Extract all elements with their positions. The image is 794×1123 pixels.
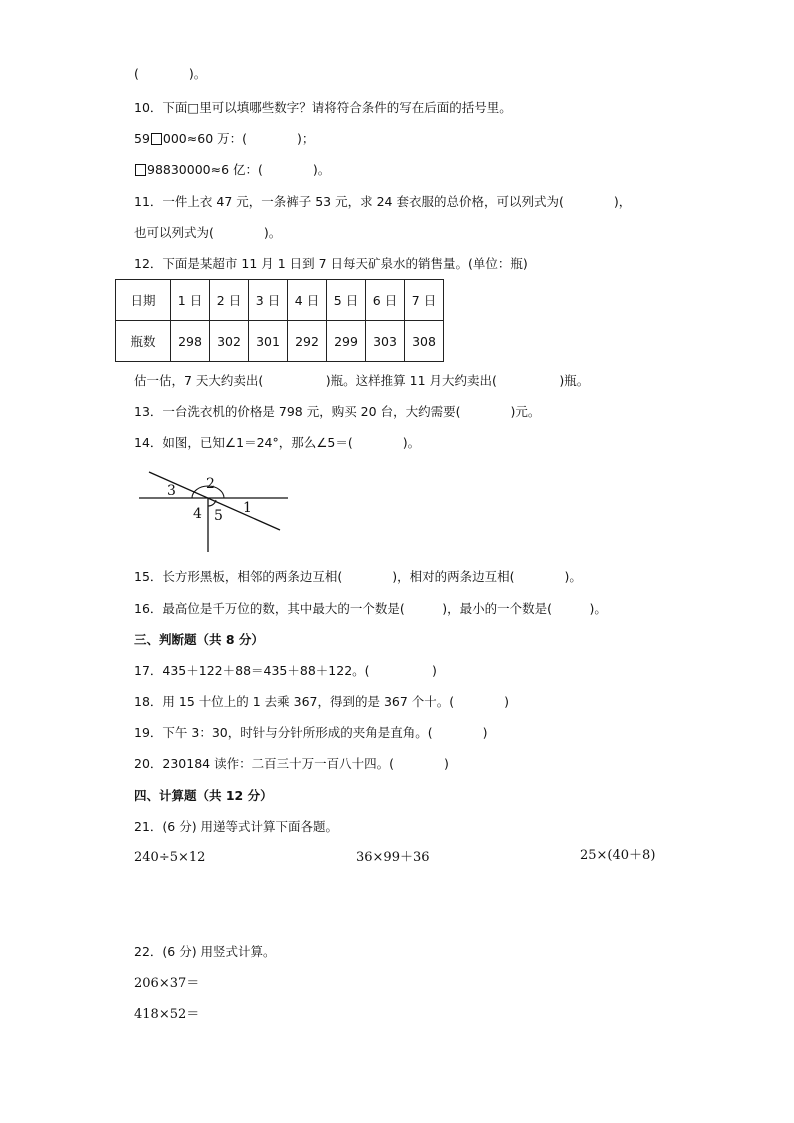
- angle-label: 5: [214, 508, 223, 524]
- question-19: 19．下午 3：30，时针与分针所形成的夹角是直角。( ): [134, 725, 488, 740]
- q9-tail: ( )。: [134, 66, 207, 81]
- angle-label: 1: [243, 500, 252, 516]
- sales-table: [115, 279, 444, 362]
- question-10: 10．下面□里可以填哪些数字？请将符合条件的写在后面的括号里。: [134, 100, 512, 115]
- question-10a: [134, 131, 314, 147]
- question-15: 15．长方形黑板，相邻的两条边互相( )，相对的两条边互相( )。: [134, 569, 582, 584]
- table-cell: 303: [366, 321, 405, 362]
- question-14: 14．如图，已知∠1＝24°，那么∠5＝( )。: [134, 435, 421, 450]
- table-cell: 292: [288, 321, 327, 362]
- question-16: 16．最高位是千万位的数，其中最大的一个数是( )，最小的一个数是( )。: [134, 601, 607, 616]
- question-12-estimate: 估一估，7 天大约卖出( )瓶。这样推算 11 月大约卖出( )瓶。: [134, 373, 590, 388]
- table-cell: 瓶数: [116, 321, 171, 362]
- table-cell: 3 日: [249, 280, 288, 321]
- table-cell: 2 日: [210, 280, 249, 321]
- angle-label: 3: [167, 483, 176, 499]
- vertical-calc-1: 206×37＝: [134, 976, 200, 991]
- section-4-heading: 四、计算题（共 12 分）: [134, 788, 273, 803]
- question-21: 21．(6 分) 用递等式计算下面各题。: [134, 819, 339, 834]
- table-cell: 1 日: [171, 280, 210, 321]
- table-cell: 298: [171, 321, 210, 362]
- expression-3: 25×(40＋8): [580, 848, 656, 863]
- table-cell: 302: [210, 321, 249, 362]
- q10a-rest: 000≈60 万：( )；: [162, 131, 315, 146]
- question-10b: [134, 162, 330, 178]
- table-cell: 6 日: [366, 280, 405, 321]
- angle-label: 4: [193, 506, 202, 522]
- q10a-prefix: 59: [134, 131, 150, 146]
- expression-1: 240÷5×12: [134, 850, 206, 865]
- table-row: [116, 321, 444, 362]
- table-row: [116, 280, 444, 321]
- table-cell: 7 日: [405, 280, 444, 321]
- q10b-rest: 98830000≈6 亿：( )。: [147, 162, 331, 177]
- table-cell: 日期: [116, 280, 171, 321]
- table-cell: 308: [405, 321, 444, 362]
- angle-figure: [130, 468, 300, 558]
- question-22: 22．(6 分) 用竖式计算。: [134, 944, 276, 959]
- vertical-calc-2: 418×52＝: [134, 1007, 200, 1022]
- table-cell: 5 日: [327, 280, 366, 321]
- question-18: 18．用 15 十位上的 1 去乘 367，得到的是 367 个十。( ): [134, 694, 510, 709]
- table-cell: 299: [327, 321, 366, 362]
- question-17: 17．435＋122＋88＝435＋88＋122。( ): [134, 663, 437, 678]
- question-20: 20．230184 读作：二百三十万一百八十四。( ): [134, 756, 449, 771]
- question-12: 12．下面是某超市 11 月 1 日到 7 日每天矿泉水的销售量。(单位：瓶): [134, 256, 528, 271]
- blank-box: [151, 133, 162, 145]
- table-cell: 4 日: [288, 280, 327, 321]
- question-11: 11．一件上衣 47 元，一条裤子 53 元，求 24 套衣服的总价格，可以列式为( )，: [134, 194, 632, 209]
- section-3-heading: 三、判断题（共 8 分）: [134, 632, 264, 647]
- angle-label: 2: [206, 476, 215, 492]
- question-13: 13．一台洗衣机的价格是 798 元，购买 20 台，大约需要( )元。: [134, 404, 541, 419]
- question-11-cont: 也可以列式为( )。: [134, 225, 282, 240]
- expression-2: 36×99＋36: [356, 850, 430, 865]
- table-cell: 301: [249, 321, 288, 362]
- blank-box: [135, 164, 146, 176]
